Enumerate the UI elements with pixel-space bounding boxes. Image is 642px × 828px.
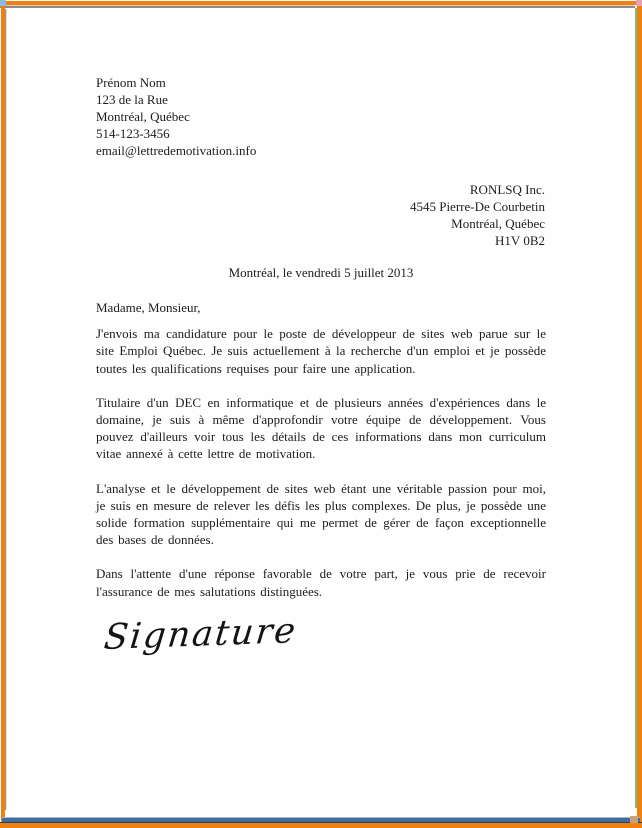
recipient-postal-code: H1V 0B2	[495, 233, 545, 248]
paragraph-4: Dans l'attente d'une réponse favorable de votre part, je vous prie de recevoir l'assurance de mes salutations distinguées.	[96, 566, 546, 599]
paragraph-1: J'envois ma candidature pour le poste de développeur de sites web parue sur le site Emploi Québec. Je suis actuellement à la recherche d'un emploi et je possède toutes les qualifications requises pour faire une application.	[96, 326, 546, 376]
recipient-street: 4545 Pierre-De Courbetin	[409, 199, 545, 214]
frame-corner-top-left	[0, 0, 6, 6]
frame-top-gray-line	[0, 6, 635, 8]
recipient-company: RONLSQ Inc.	[469, 182, 545, 197]
paragraph-2: Titulaire d'un DEC en informatique et de plusieurs années d'expériences dans le domaine, je suis à même d'approfondir votre équipe de développement. Vous pouvez d'ailleurs voir tous les détails de ces informations dans mon curriculum vitae annexé à cette lettre de motivation.	[96, 394, 546, 462]
frame-corner-bottom-right	[630, 816, 638, 823]
paragraph-3: L'analyse et le développement de sites web étant une véritable passion pour moi, je suis en mesure de relever les défis les plus complexes. De plus, je possède une solide formation supplémentaire qui me permet de gérer de façon exceptionnelle des bases de données.	[96, 480, 546, 548]
frame-right-green-line	[635, 8, 637, 808]
sender-city: Montréal, Québec	[96, 109, 190, 124]
letter-body	[96, 299, 546, 617]
sender-street: 123 de la Rue	[96, 92, 168, 107]
sender-name: Prénom Nom	[96, 75, 166, 90]
frame-bottom-navy-line	[0, 822, 642, 823]
frame-bottom-orange	[0, 823, 642, 828]
signature-text: Signature	[102, 611, 300, 658]
sender-address-block	[96, 74, 256, 159]
sender-email: email@lettredemotivation.info	[96, 143, 257, 158]
frame-bottom-blue-bar	[2, 818, 640, 822]
recipient-city: Montréal, Québec	[451, 216, 545, 231]
frame-corner-top-right	[636, 0, 642, 6]
frame-bottom-gray-line	[2, 817, 640, 818]
sender-phone: 514-123-3456	[96, 126, 170, 141]
frame-right-orange	[637, 0, 642, 828]
salutation: Madame, Monsieur,	[96, 300, 201, 315]
date-line: Montréal, le vendredi 5 juillet 2013	[228, 265, 414, 280]
recipient-address-block	[410, 181, 545, 249]
frame-left-yellow-line	[6, 9, 7, 810]
